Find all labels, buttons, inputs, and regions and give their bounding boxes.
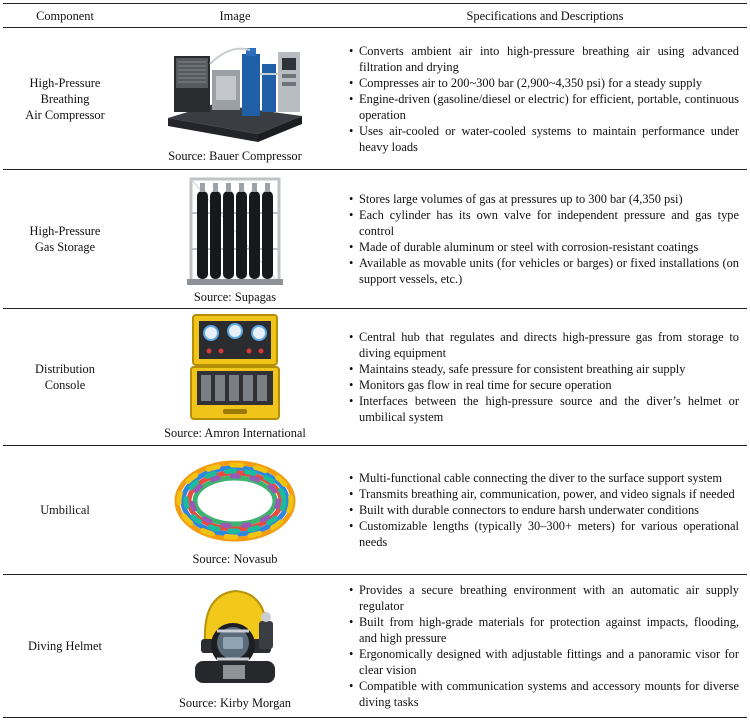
component-name-line: Umbilical — [40, 503, 90, 517]
component-name — [3, 309, 127, 446]
spec-item: • Transmits breathing air, communication, power, and video signals if needed — [349, 486, 739, 502]
spec-item: • Built from high-grade materials for protection against impacts, flooding, and high pressure — [349, 614, 739, 646]
spec-item: • Uses air-cooled or water-cooled systems to maintain performance under heavy loads — [349, 123, 739, 155]
component-table — [3, 3, 747, 718]
spec-item: • Converts ambient air into high-pressure breathing air using advanced filtration and drying — [349, 43, 739, 75]
specifications-list — [349, 582, 739, 710]
component-name-line: High-Pressure — [29, 75, 101, 90]
diving-helmet-image — [183, 581, 287, 693]
table-row — [3, 575, 747, 718]
gas-storage-rack-image — [185, 173, 285, 287]
spec-item: • Multi-functional cable connecting the diver to the surface support system — [349, 470, 739, 486]
spec-item: • Maintains steady, safe pressure for consistent breathing air supply — [349, 361, 739, 377]
specifications-list — [349, 470, 739, 550]
specifications-cell — [343, 446, 747, 575]
component-name-line: High-Pressure — [29, 224, 101, 238]
distribution-console-image — [189, 313, 281, 423]
component-name-line: Breathing — [40, 91, 90, 106]
spec-item: • Customizable lengths (typically 30–300+ meters) for various operational needs — [349, 518, 739, 550]
spec-item: • Central hub that regulates and directs high-pressure gas from storage to diving equipment — [349, 329, 739, 361]
image-cell — [127, 575, 343, 718]
component-name — [3, 575, 127, 718]
specifications-cell — [343, 28, 747, 170]
specifications-cell — [343, 170, 747, 309]
spec-item: • Ergonomically designed with adjustable fittings and a panoramic visor for clear vision — [349, 646, 739, 678]
table-row — [3, 28, 747, 170]
spec-item: • Made of durable aluminum or steel with corrosion-resistant coatings — [349, 239, 739, 255]
umbilical-cable-image — [171, 453, 299, 549]
table-header-row — [3, 4, 747, 28]
specifications-list — [349, 43, 739, 155]
image-cell — [127, 170, 343, 309]
specifications-list — [349, 329, 739, 425]
image-cell — [127, 28, 343, 170]
component-name-line: Air Compressor — [25, 107, 105, 122]
component-name-line: Console — [44, 378, 86, 392]
component-name — [3, 170, 127, 309]
spec-item: • Interfaces between the high-pressure source and the diver’s helmet or umbilical system — [349, 393, 739, 425]
header-image: Image — [127, 4, 343, 28]
image-source: Source: Kirby Morgan — [179, 696, 291, 710]
specifications-list — [349, 191, 739, 287]
component-name-line: Diving Helmet — [28, 639, 102, 653]
specifications-cell — [343, 575, 747, 718]
component-name — [3, 28, 127, 170]
specifications-cell — [343, 309, 747, 446]
table-row — [3, 170, 747, 309]
spec-item: • Built with durable connectors to endure harsh underwater conditions — [349, 502, 739, 518]
image-source: Source: Bauer Compressor — [168, 148, 302, 163]
spec-item: • Available as movable units (for vehicles or barges) or fixed installations (on support vessels, etc.) — [349, 255, 739, 287]
table-row — [3, 309, 747, 446]
image-cell — [127, 446, 343, 575]
air-compressor-image — [160, 34, 310, 146]
spec-item: • Monitors gas flow in real time for secure operation — [349, 377, 739, 393]
table-row — [3, 446, 747, 575]
spec-item: • Stores large volumes of gas at pressures up to 300 bar (4,350 psi) — [349, 191, 739, 207]
component-name — [3, 446, 127, 575]
image-source: Source: Supagas — [193, 290, 277, 304]
image-source: Source: Amron International — [164, 426, 306, 440]
component-name-line: Distribution — [35, 362, 95, 376]
component-name-line: Gas Storage — [34, 240, 96, 254]
image-source: Source: Novasub — [192, 552, 278, 566]
spec-item: • Compresses air to 200~300 bar (2,900~4,350 psi) for a steady supply — [349, 75, 739, 91]
spec-item: • Provides a secure breathing environment with an automatic air supply regulator — [349, 582, 739, 614]
spec-item: • Compatible with communication systems and accessory mounts for diverse diving tasks — [349, 678, 739, 710]
header-specifications: Specifications and Descriptions — [343, 4, 747, 28]
spec-item: • Engine-driven (gasoline/diesel or electric) for efficient, portable, continuous operation — [349, 91, 739, 123]
spec-item: • Each cylinder has its own valve for independent pressure and gas type control — [349, 207, 739, 239]
image-cell — [127, 309, 343, 446]
header-component: Component — [3, 4, 127, 28]
